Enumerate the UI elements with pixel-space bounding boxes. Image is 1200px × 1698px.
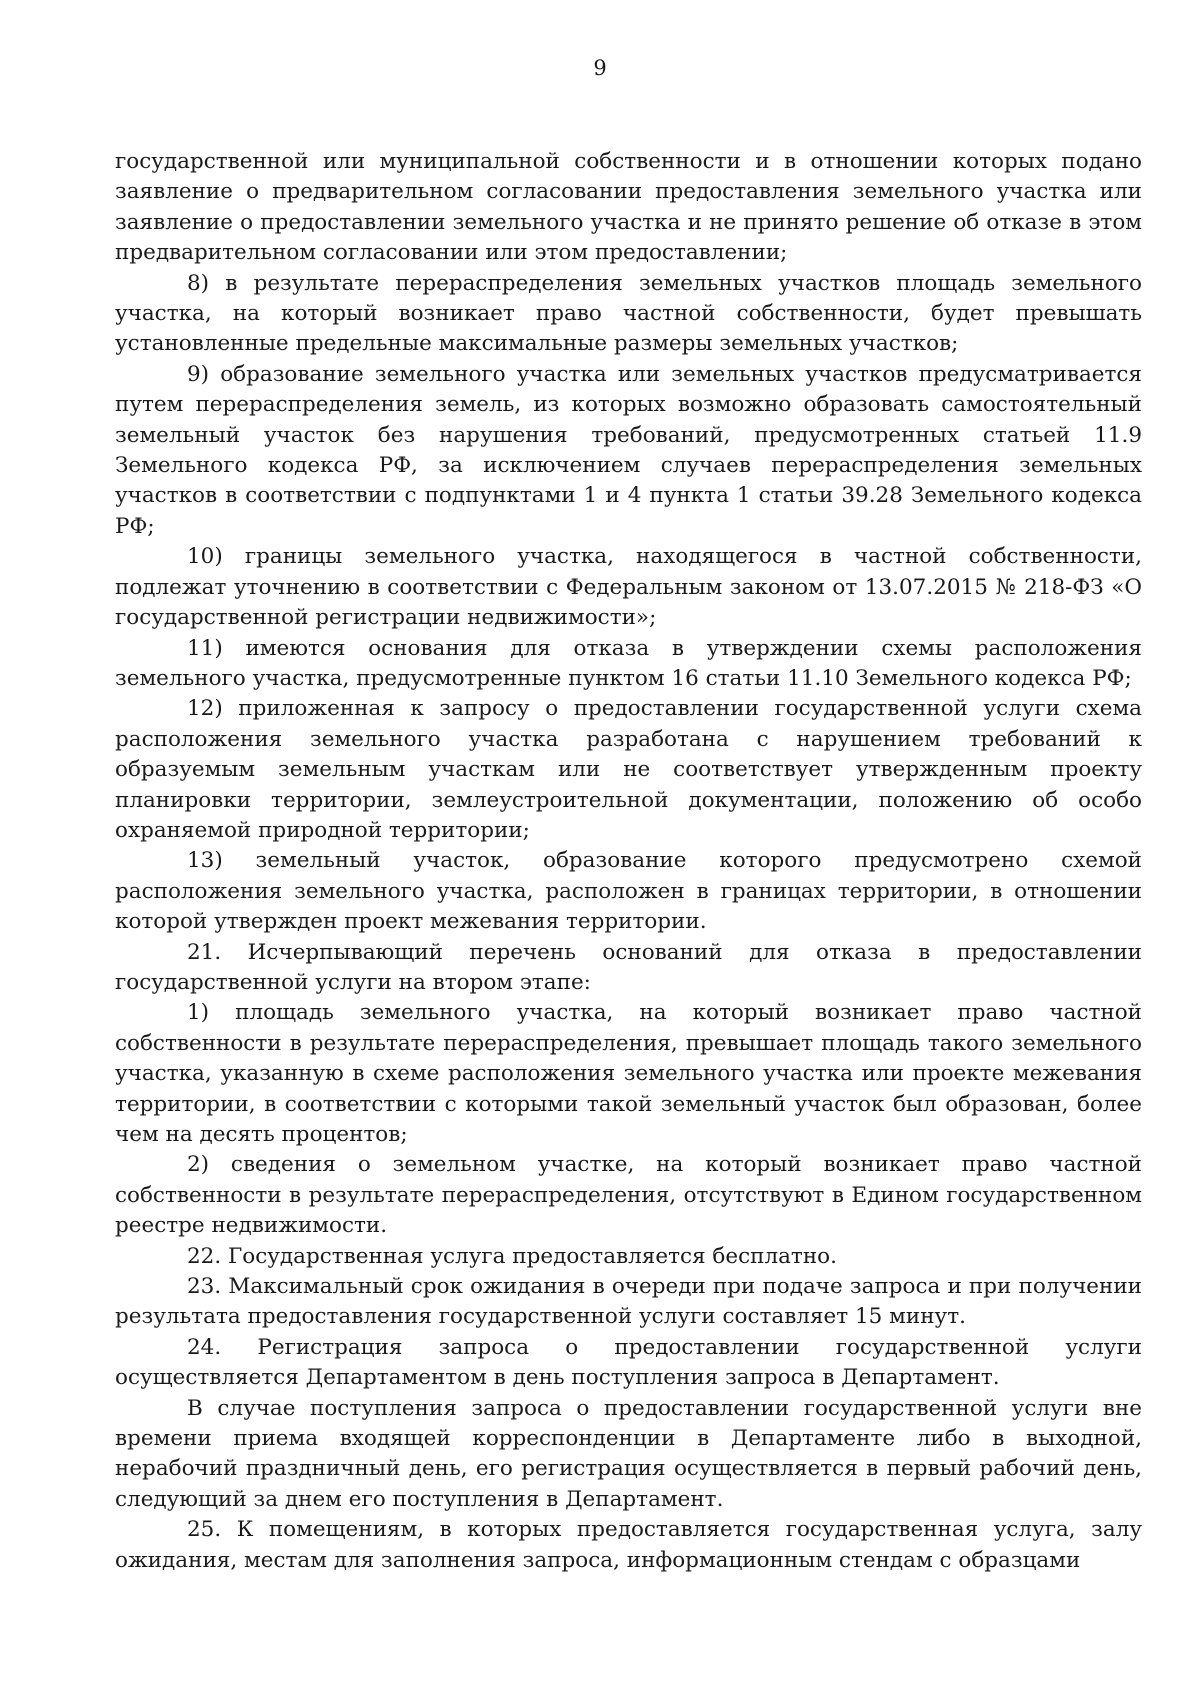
paragraph-section-22: 22. Государственная услуга предоставляется бесплатно.	[187, 1243, 837, 1269]
paragraph-section-25: 25. К помещениям, в которых предоставляется государственная услуга, залу ожидания, местам для заполнения запроса, информационным стендам с образцами	[115, 1517, 1142, 1573]
paragraph-item-11: 11) имеются основания для отказа в утверждении схемы расположения земельного участка, предусмотренные пунктом 16 статьи 11.10 Земельного кодекса РФ;	[115, 635, 1142, 691]
paragraph-section-23: 23. Максимальный срок ожидания в очереди при подаче запроса и при получении результата предоставления государственной услуги составляет 15 минут.	[115, 1274, 1142, 1330]
paragraph-section-21-item-2: 2) сведения о земельном участке, на который возникает право частной собственности в результате перераспределения, отсутствуют в Едином государственном реестре недвижимости.	[115, 1152, 1142, 1239]
paragraph-continuation: государственной или муниципальной собственности и в отношении которых подано заявление о предварительном согласовании предоставления земельного участка или заявление о предоставлении земельного участка и не принято решение об отказе в этом предварительном согласовании или этом предоставлении;	[115, 149, 1142, 266]
document-body	[115, 147, 1142, 1576]
paragraph-item-8: 8) в результате перераспределения земельных участков площадь земельного участка, на который возникает право частной собственности, будет превышать установленные предельные максимальные размеры земельных участков;	[115, 270, 1142, 357]
paragraph-item-9: 9) образование земельного участка или земельных участков предусматривается путем перераспределения земель, из которых возможно образовать самостоятельный земельный участок без нарушения требований, предусмотренных статьей 11.9 Земельного кодекса РФ, за исключением случаев перераспределения земельных участков в соответствии с подпунктами 1 и 4 пункта 1 статьи 39.28 Земельного кодекса РФ;	[115, 361, 1142, 539]
paragraph-item-13: 13) земельный участок, образование которого предусмотрено схемой расположения земельного участка, расположен в границах территории, в отношении которой утвержден проект межевания территории.	[115, 848, 1142, 935]
paragraph-section-24-continued: В случае поступления запроса о предоставлении государственной услуги вне времени приема входящей корреспонденции в Департаменте либо в выходной, нерабочий праздничный день, его регистрация осуществляется в первый рабочий день, следующий за днем его поступления в Департамент.	[115, 1395, 1142, 1512]
paragraph-item-12: 12) приложенная к запросу о предоставлении государственной услуги схема расположения земельного участка разработана с нарушением требований к образуемым земельным участкам или не соответствует утвержденным проекту планировки территории, землеустроительной документации, положению об особо охраняемой природной территории;	[115, 696, 1142, 843]
paragraph-item-10: 10) границы земельного участка, находящегося в частной собственности, подлежат уточнению в соответствии с Федеральным законом от 13.07.2015 № 218-ФЗ «О государственной регистрации недвижимости»;	[115, 544, 1142, 631]
paragraph-section-21: 21. Исчерпывающий перечень оснований для отказа в предоставлении государственной услуги на втором этапе:	[115, 939, 1142, 995]
page-number: 9	[593, 56, 607, 80]
paragraph-section-21-item-1: 1) площадь земельного участка, на который возникает право частной собственности в результате перераспределения, превышает площадь такого земельного участка, указанную в схеме расположения земельного участка или проекте межевания территории, в соответствии с которыми такой земельный участок был образован, более чем на десять процентов;	[115, 1000, 1142, 1147]
paragraph-section-24: 24. Регистрация запроса о предоставлении государственной услуги осуществляется Департаментом в день поступления запроса в Департамент.	[115, 1334, 1142, 1391]
